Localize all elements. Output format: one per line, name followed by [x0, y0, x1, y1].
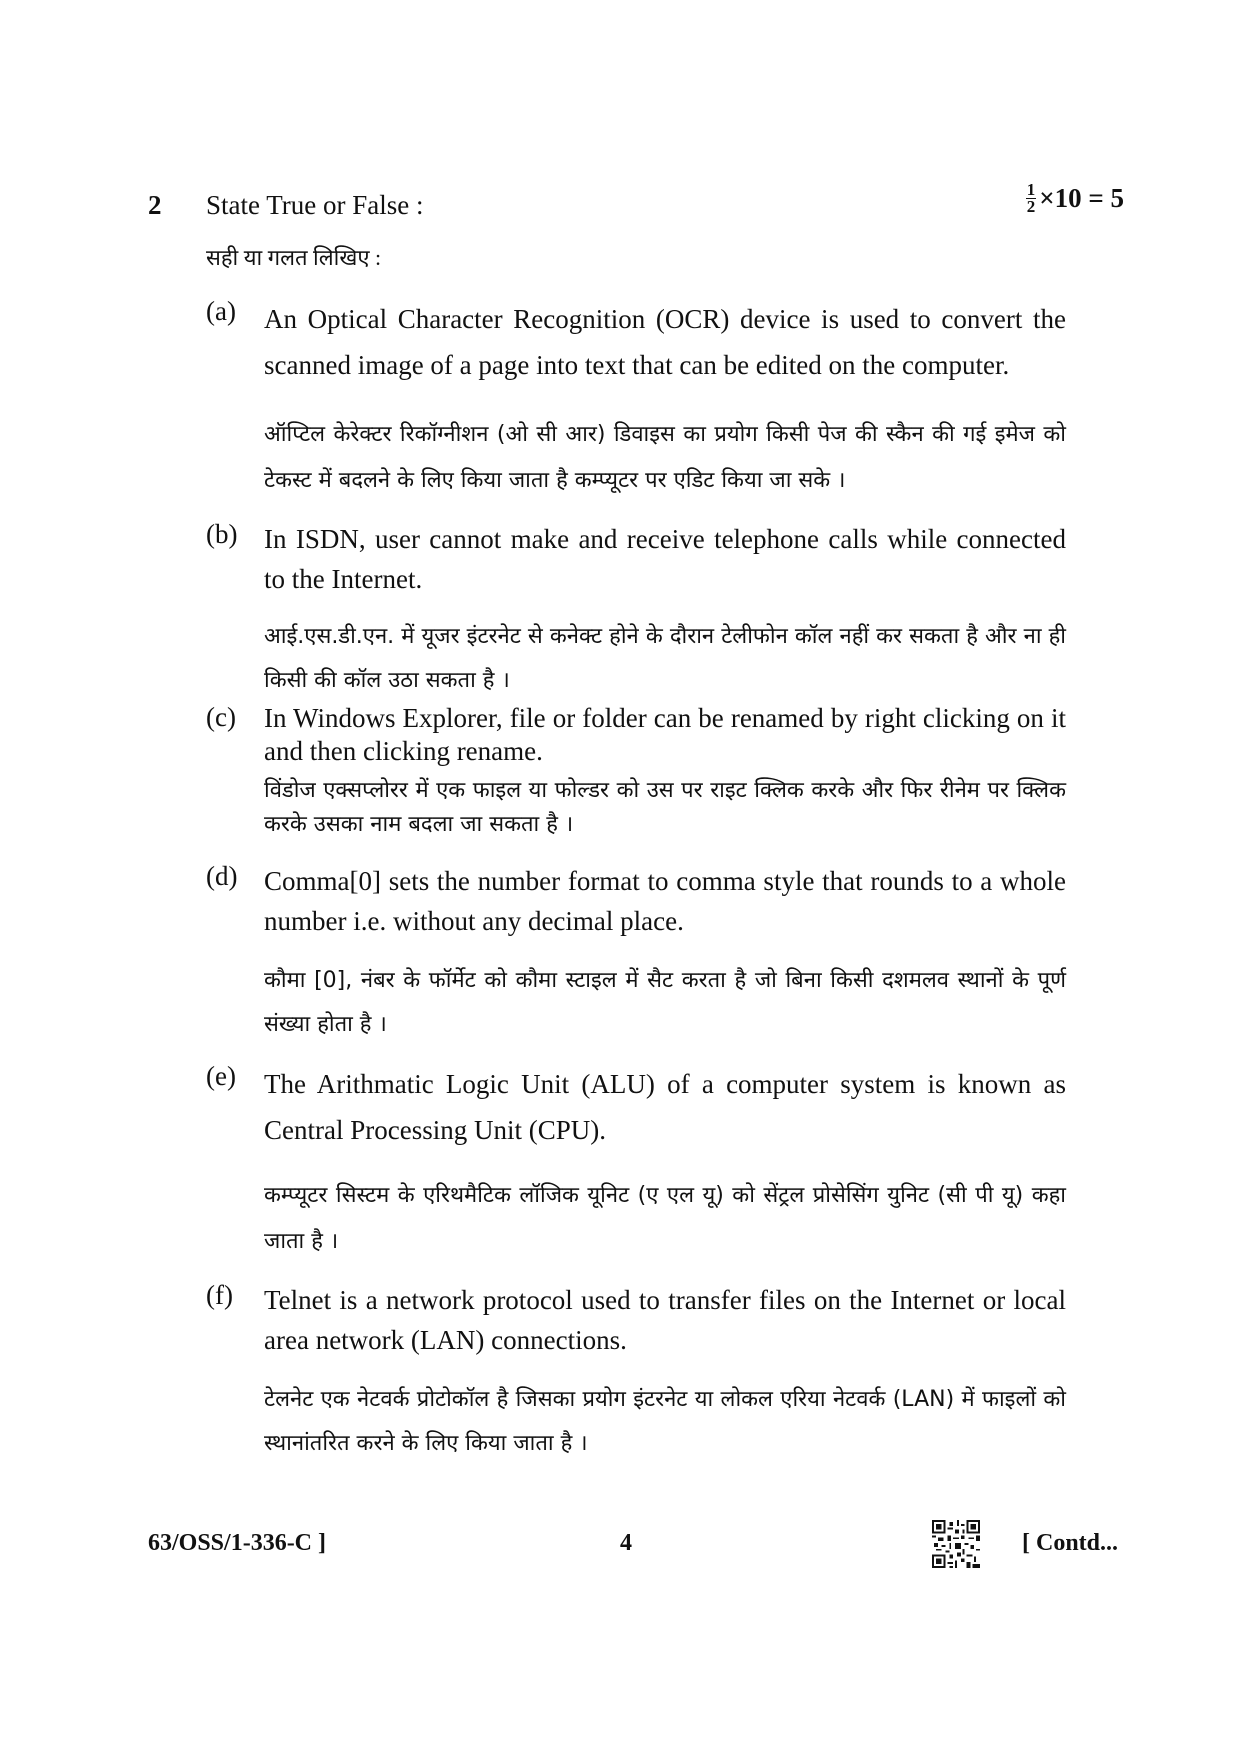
qr-code-icon — [932, 1520, 980, 1568]
marks-allocation — [1026, 182, 1124, 215]
item-english-text: Comma[0] sets the number format to comma style that rounds to a whole number i.e. without any decimal place. — [264, 866, 1066, 936]
item-label: (d) — [206, 861, 238, 891]
item-hindi-text: आई.एस.डी.एन. में यूजर इंटरनेट से कनेक्ट होने के दौरान टेलीफोन कॉल नहीं कर सकता है और ना ही किसी की कॉल उठा सकता है । — [264, 624, 1066, 693]
page-number: 4 — [620, 1530, 632, 1556]
continued-marker: [ Contd... — [1022, 1530, 1119, 1556]
item-hindi-text: कम्प्यूटर सिस्टम के एरिथमैटिक लॉजिक यूनिट (ए एल यू) को सेंट्रल प्रोसेसिंग युनिट (सी पी यू) कहा जाता है । — [264, 1183, 1066, 1254]
item-hindi-text: ऑप्टिल केरेक्टर रिकॉग्नीशन (ओ सी आर) डिवाइस का प्रयोग किसी पेज की स्कैन की गई इमेज को टेकस्ट में बदलने के लिए किया जाता है कम्प्यूटर पर एडिट किया जा सके । — [264, 422, 1066, 493]
question-title-english: State True or False : — [206, 190, 424, 220]
item-english-text: The Arithmatic Logic Unit (ALU) of a computer system is known as Central Processing Unit (CPU). — [264, 1069, 1066, 1145]
question-title-hindi: सही या गलत लिखिए : — [206, 245, 382, 270]
item-english-text: Telnet is a network protocol used to transfer files on the Internet or local area network (LAN) connections. — [264, 1285, 1066, 1355]
fraction-denominator: 2 — [1026, 197, 1036, 216]
item-label: (a) — [206, 296, 236, 326]
question-number: 2 — [148, 190, 162, 220]
item-hindi-text: टेलनेट एक नेटवर्क प्रोटोकॉल है जिसका प्रयोग इंटरनेट या लोकल एरिया नेटवर्क (LAN) में फाइलों को स्थानांतरित करने के लिए किया जाता है । — [264, 1387, 1066, 1456]
fraction-numerator: 1 — [1026, 180, 1036, 199]
item-label: (b) — [206, 519, 238, 549]
marks-fraction — [1026, 182, 1037, 215]
item-label: (c) — [206, 702, 236, 732]
marks-total: ×10 = 5 — [1039, 183, 1124, 213]
item-label: (f) — [206, 1280, 233, 1310]
item-english-text: In Windows Explorer, file or folder can be renamed by right clicking on it and then clicking rename. — [264, 703, 1066, 766]
item-english-text: In ISDN, user cannot make and receive telephone calls while connected to the Internet. — [264, 524, 1066, 594]
item-label: (e) — [206, 1061, 236, 1091]
item-hindi-text: विंडोज एक्सप्लोरर में एक फाइल या फोल्डर को उस पर राइट क्लिक करके और फिर रीनेम पर क्लिक करके उसका नाम बदला जा सकता है । — [264, 778, 1066, 837]
item-hindi-text: कौमा [0], नंबर के फॉर्मेट को कौमा स्टाइल में सैट करता है जो बिना किसी दशमलव स्थानों के पूर्ण संख्या होता है । — [264, 968, 1066, 1037]
paper-code: 63/OSS/1-336-C ] — [148, 1530, 327, 1556]
item-english-text: An Optical Character Recognition (OCR) device is used to convert the scanned image of a page into text that can be edited on the computer. — [264, 304, 1066, 380]
